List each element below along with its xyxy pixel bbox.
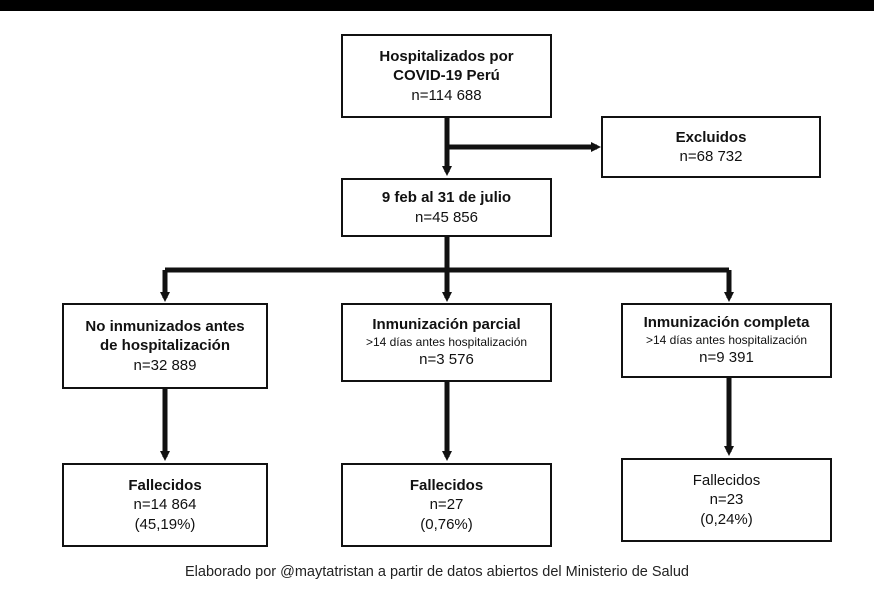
outcome-title: Fallecidos — [409, 476, 484, 494]
period-count: n=45 856 — [415, 208, 478, 226]
outcome-count: n=14 864 — [133, 496, 197, 514]
group-count: n=32 889 — [133, 356, 197, 374]
hospitalized-title-line1: Hospitalizados por — [379, 47, 514, 65]
outcome-count: n=27 — [429, 496, 464, 514]
group-title-line1: Inmunización completa — [643, 314, 810, 332]
group-partial-box — [341, 303, 552, 382]
period-title: 9 feb al 31 de julio — [381, 189, 512, 206]
group-note: >14 días antes hospitalización — [645, 332, 808, 347]
group-title-line2: de hospitalización — [99, 337, 231, 355]
outcome-unimmunized-box — [62, 463, 268, 547]
hospitalized-title-line2: COVID-19 Perú — [393, 67, 500, 85]
group-unimmunized-box — [62, 303, 268, 389]
outcome-percent: (0,24%) — [700, 510, 753, 528]
excluded-box — [601, 116, 821, 178]
outcome-title: Fallecidos — [692, 471, 761, 489]
outcome-percent: (45,19%) — [134, 515, 196, 533]
period-box — [341, 178, 552, 237]
hospitalized-box — [341, 34, 552, 118]
hospitalized-count: n=114 688 — [411, 86, 482, 104]
group-count: n=9 391 — [699, 349, 754, 367]
outcome-title: Fallecidos — [128, 476, 202, 494]
excluded-title: Excluidos — [675, 128, 747, 146]
group-note: >14 días antes hospitalización — [365, 334, 528, 349]
excluded-count: n=68 732 — [679, 148, 743, 165]
group-title-line1: No inmunizados antes — [85, 317, 245, 335]
group-title-line1: Inmunización parcial — [372, 316, 521, 334]
outcome-percent: (0,76%) — [420, 515, 473, 533]
outcome-partial-box — [341, 463, 552, 547]
group-count: n=3 576 — [419, 351, 474, 369]
group-complete-box — [621, 303, 832, 378]
outcome-count: n=23 — [709, 491, 744, 509]
footer-credit: Elaborado por @maytatristan a partir de datos abiertos del Ministerio de Salud — [185, 564, 689, 580]
outcome-complete-box — [621, 458, 832, 542]
